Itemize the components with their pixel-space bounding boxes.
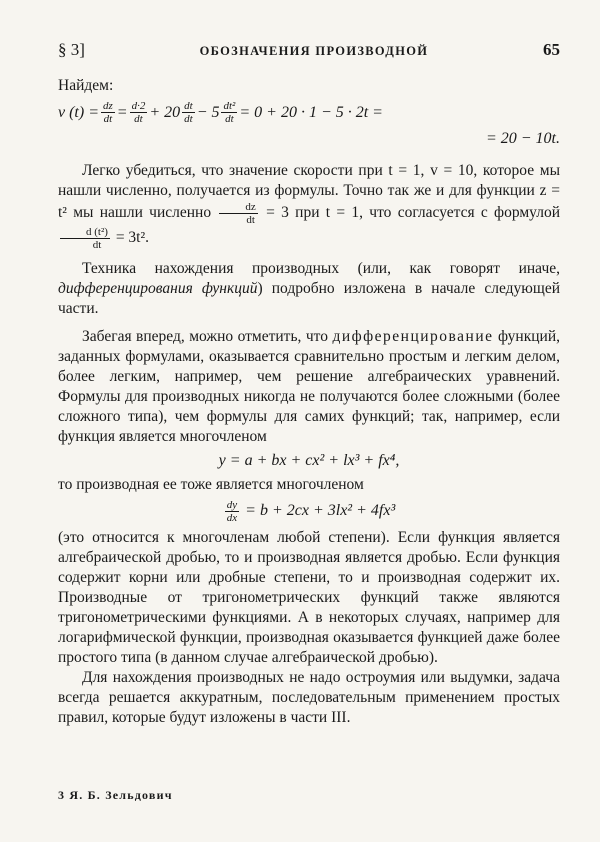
polynomial-equation: y = a + bx + cx² + lx³ + fx⁴, bbox=[218, 452, 400, 469]
paragraph-text: Техника нахождения производных (или, как говорят иначе, bbox=[82, 260, 560, 277]
fraction-numerator: d (t²) bbox=[60, 226, 110, 239]
velocity-equation-line-2 bbox=[58, 125, 560, 153]
fraction-numerator: dz bbox=[219, 201, 257, 214]
fraction-denominator: dt bbox=[246, 214, 255, 226]
fraction-denominator: dt bbox=[184, 113, 193, 125]
fraction-denominator: dt bbox=[134, 113, 143, 125]
fraction-denominator: dt bbox=[103, 113, 113, 125]
fraction-numerator: dt² bbox=[223, 100, 236, 112]
fraction-denominator: dx bbox=[226, 512, 238, 524]
paragraph-function-types: (это относится к многочленам любой степени). Если функция является алгебраической дробью, то и производная является дробью. Если функция содержит корни или дробные степени, то и производная содержит их. Производные от тригонометрических функций также являются тригонометрическими функциями. А в некоторых случаях, например для логарифмической функции, производная оказывается функцией даже более простого типа (в данном случае алгебраической дробью). bbox=[58, 529, 560, 666]
paragraph-text: ) подробно изложена в начале следующей части. bbox=[58, 280, 560, 317]
paragraph-derivative-poly: то производная ее тоже является многочленом bbox=[58, 476, 364, 493]
paragraph-text: Забегая вперед, можно отметить, что bbox=[82, 328, 328, 345]
fraction-numerator: dy bbox=[226, 499, 238, 511]
page-body bbox=[58, 76, 560, 728]
paragraph-text: = 3t². bbox=[115, 229, 150, 247]
italic-term: дифференцирования функций bbox=[58, 280, 258, 297]
eq1-lhs: v (t) = bbox=[58, 103, 99, 121]
paragraph-polynomials bbox=[58, 327, 560, 447]
fraction-numerator: d·2 bbox=[131, 100, 146, 112]
eq1-tail: = 0 + 20 · 1 − 5 · 2t = bbox=[239, 103, 383, 121]
derivative-rhs: = b + 2cx + 3lx² + 4fx³ bbox=[245, 502, 396, 520]
eq1-result: = 20 − 10t. bbox=[485, 130, 560, 147]
fraction-numerator: dt bbox=[184, 100, 193, 112]
intro-line: Найдем: bbox=[58, 77, 114, 94]
section-marker: § 3] bbox=[58, 40, 85, 59]
paragraph-text: = 3 при t = 1, что согласуется с формулой bbox=[266, 204, 561, 222]
paragraph-rules: Для нахождения производных не надо остроумия или выдумки, задача всегда решается аккуратным, последовательным применением простых правил, которые будут изложены в части III. bbox=[58, 669, 560, 726]
running-title: ОБОЗНАЧЕНИЯ ПРОИЗВОДНОЙ bbox=[199, 44, 429, 58]
spaced-term: дифференцирование bbox=[332, 328, 494, 345]
footer-signature: 3 Я. Б. Зельдович bbox=[58, 788, 173, 802]
eq1-plus20: + 20 bbox=[149, 103, 181, 121]
page-number: 65 bbox=[542, 40, 560, 59]
fraction-dt-dt bbox=[182, 100, 195, 125]
paragraph-velocity-check bbox=[58, 161, 560, 251]
fraction-denominator: dt bbox=[92, 239, 102, 251]
velocity-equation bbox=[58, 100, 560, 153]
fraction-dt2-dt bbox=[221, 100, 237, 125]
eq1-equals: = bbox=[116, 103, 128, 121]
eq1-minus5: − 5 bbox=[196, 103, 220, 121]
paragraph-differentiation-technique bbox=[58, 259, 560, 319]
fraction-numerator: dz bbox=[103, 100, 113, 112]
velocity-equation-line-1 bbox=[58, 100, 560, 125]
fraction-dz-dt bbox=[101, 100, 115, 125]
running-header bbox=[58, 40, 560, 64]
fraction-d2-dt bbox=[130, 100, 148, 125]
paragraph-text: функций, заданных формулами, оказывается сравнительно простым и легким делом, более легким, например, чем решение алгебраических уравнений. Формулы для производных никогда не получаются более сложными (более сложного типа), чем формулы для самих функций; так, например, если функция является многочленом bbox=[58, 328, 561, 445]
derivative-equation bbox=[58, 499, 560, 524]
fraction-dt2-inline bbox=[60, 226, 110, 251]
fraction-dz-dt-inline bbox=[219, 201, 257, 226]
paragraph-text: Легко убедиться, что значение скорости при t = 1, v = 10, которое мы нашли численно, получается из формулы. Точно так же и для функции z = t² мы нашли численно bbox=[58, 162, 560, 222]
fraction-dy-dx bbox=[225, 499, 239, 524]
fraction-denominator: dt bbox=[225, 113, 234, 125]
